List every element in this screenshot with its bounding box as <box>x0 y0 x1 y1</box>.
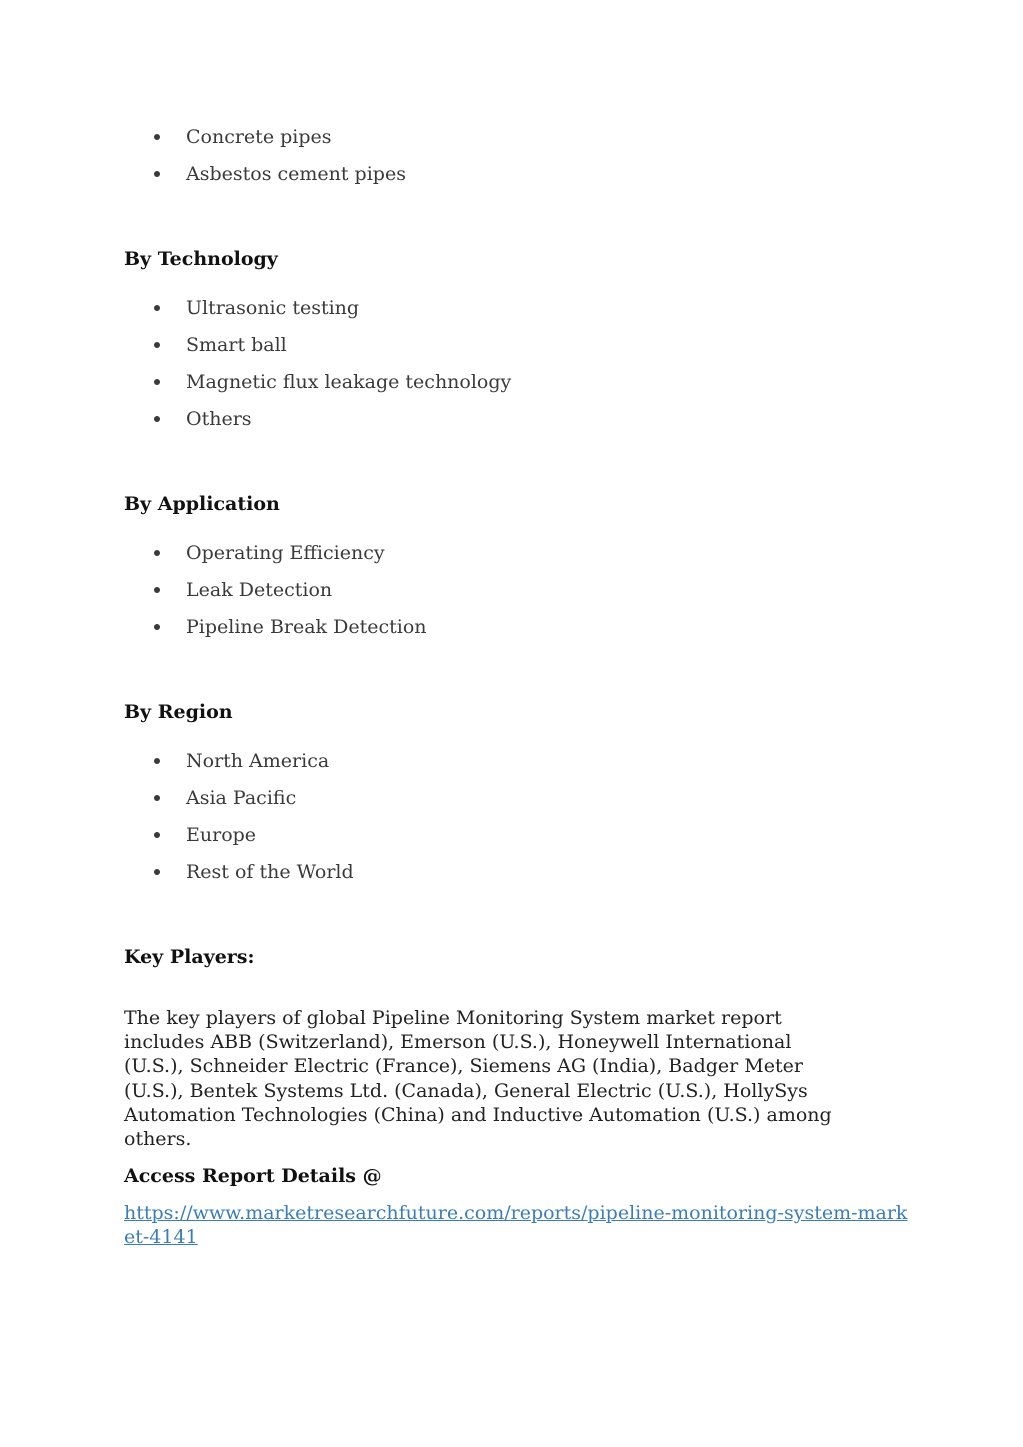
list-item-text: Rest of the World <box>186 861 354 883</box>
bullet-icon <box>154 134 160 140</box>
bullet-icon <box>154 624 160 630</box>
report-link[interactable]: https://www.marketresearchfuture.com/reports/pipeline-monitoring-system-market-4141 <box>124 1202 908 1249</box>
list-item-text: Asia Pacific <box>186 787 297 809</box>
key-players-paragraph: The key players of global Pipeline Monitoring System market report includes ABB (Switzerland), Emerson (U.S.), Honeywell International (U.S.), Schneider Electric (France), Siemens AG (India), Badger Meter (U.S.), Bentek Systems Ltd. (Canada), General Electric (U.S.), HollySys Automation Technologies (China) and Inductive Automation (U.S.) among others. <box>124 1007 832 1151</box>
bullet-icon <box>154 587 160 593</box>
list-item-text: Magnetic flux leakage technology <box>186 371 512 393</box>
list-item-text: Others <box>186 408 252 430</box>
key-players-heading: Key Players: <box>124 946 255 968</box>
access-report-heading: Access Report Details @ <box>124 1165 382 1187</box>
list-item-text: North America <box>186 750 330 772</box>
bullet-icon <box>154 795 160 801</box>
application-heading: By Application <box>124 493 280 515</box>
bullet-icon <box>154 758 160 764</box>
list-item-text: Asbestos cement pipes <box>186 163 406 185</box>
bullet-icon <box>154 869 160 875</box>
list-item-text: Concrete pipes <box>186 126 332 148</box>
list-item-text: Leak Detection <box>186 579 333 601</box>
list-item-text: Ultrasonic testing <box>186 297 360 319</box>
list-item-text: Smart ball <box>186 334 287 356</box>
list-item-text: Europe <box>186 824 257 846</box>
bullet-icon <box>154 305 160 311</box>
bullet-icon <box>154 171 160 177</box>
bullet-icon <box>154 832 160 838</box>
technology-heading: By Technology <box>124 248 278 270</box>
list-item-text: Operating Efficiency <box>186 542 385 564</box>
bullet-icon <box>154 416 160 422</box>
bullet-icon <box>154 342 160 348</box>
bullet-icon <box>154 379 160 385</box>
bullet-icon <box>154 550 160 556</box>
region-heading: By Region <box>124 701 233 723</box>
list-item-text: Pipeline Break Detection <box>186 616 427 638</box>
